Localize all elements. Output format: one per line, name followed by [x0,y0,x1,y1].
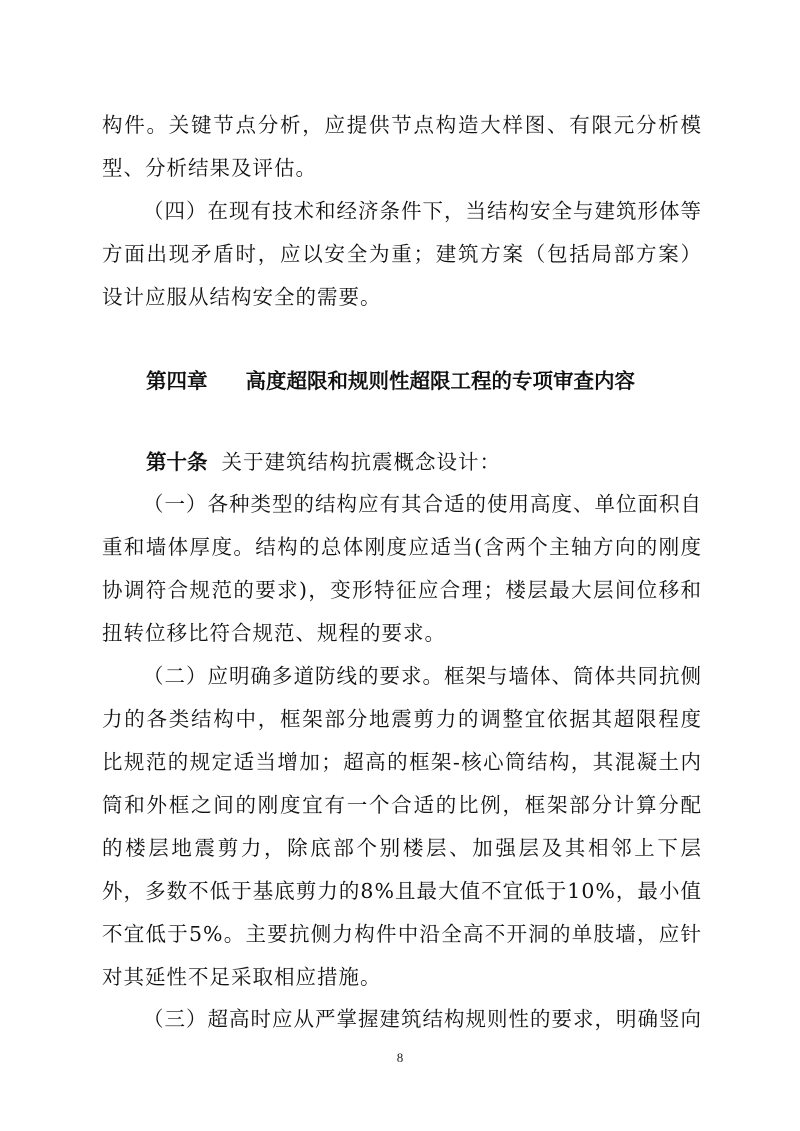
paragraph-key-node-analysis: 构件。关键节点分析，应提供节点构造大样图、有限元分析模型、分析结果及评估。 [102,113,702,180]
article-title: 关于建筑结构抗震概念设计： [221,450,501,474]
paragraph-item-three: （三）超高时应从严掌握建筑结构规则性的要求，明确竖向 [143,1007,702,1031]
article-heading [146,441,706,484]
article-number: 第十条 [146,450,208,474]
chapter-number: 第四章 [146,369,208,393]
chapter-title: 高度超限和规则性超限工程的专项审查内容 [245,369,635,393]
paragraph-item-two: （二）应明确多道防线的要求。框架与墙体、筒体共同抗侧力的各类结构中，框架部分地震剪力的调整宜依据其超限程度比规范的规定适当增加；超高的框架-核心筒结构，其混凝土内筒和外框之间的刚度宜有一个合适的比例，框架部分计算分配的楼层地震剪力，除底部个别楼层、加强层及其相邻上下层外，多数不低于基底剪力的8%且最大值不宜低于10%，最小值不宜低于5%。主要抗侧力构件中沿全高不开洞的单肢墙，应针对其延性不足采取相应措施。 [102,664,702,989]
paragraph-item-four: （四）在现有技术和经济条件下，当结构安全与建筑形体等方面出现矛盾时，应以安全为重；建筑方案（包括局部方案）设计应服从结构安全的需要。 [102,199,702,309]
chapter-heading [146,360,706,403]
page-number: 8 [396,1050,404,1065]
paragraph-item-one: （一）各种类型的结构应有其合适的使用高度、单位面积自重和墙体厚度。结构的总体刚度应适当(含两个主轴方向的刚度协调符合规范的要求)，变形特征应合理；楼层最大层间位移和扭转位移比符合规范、规程的要求。 [102,492,702,645]
